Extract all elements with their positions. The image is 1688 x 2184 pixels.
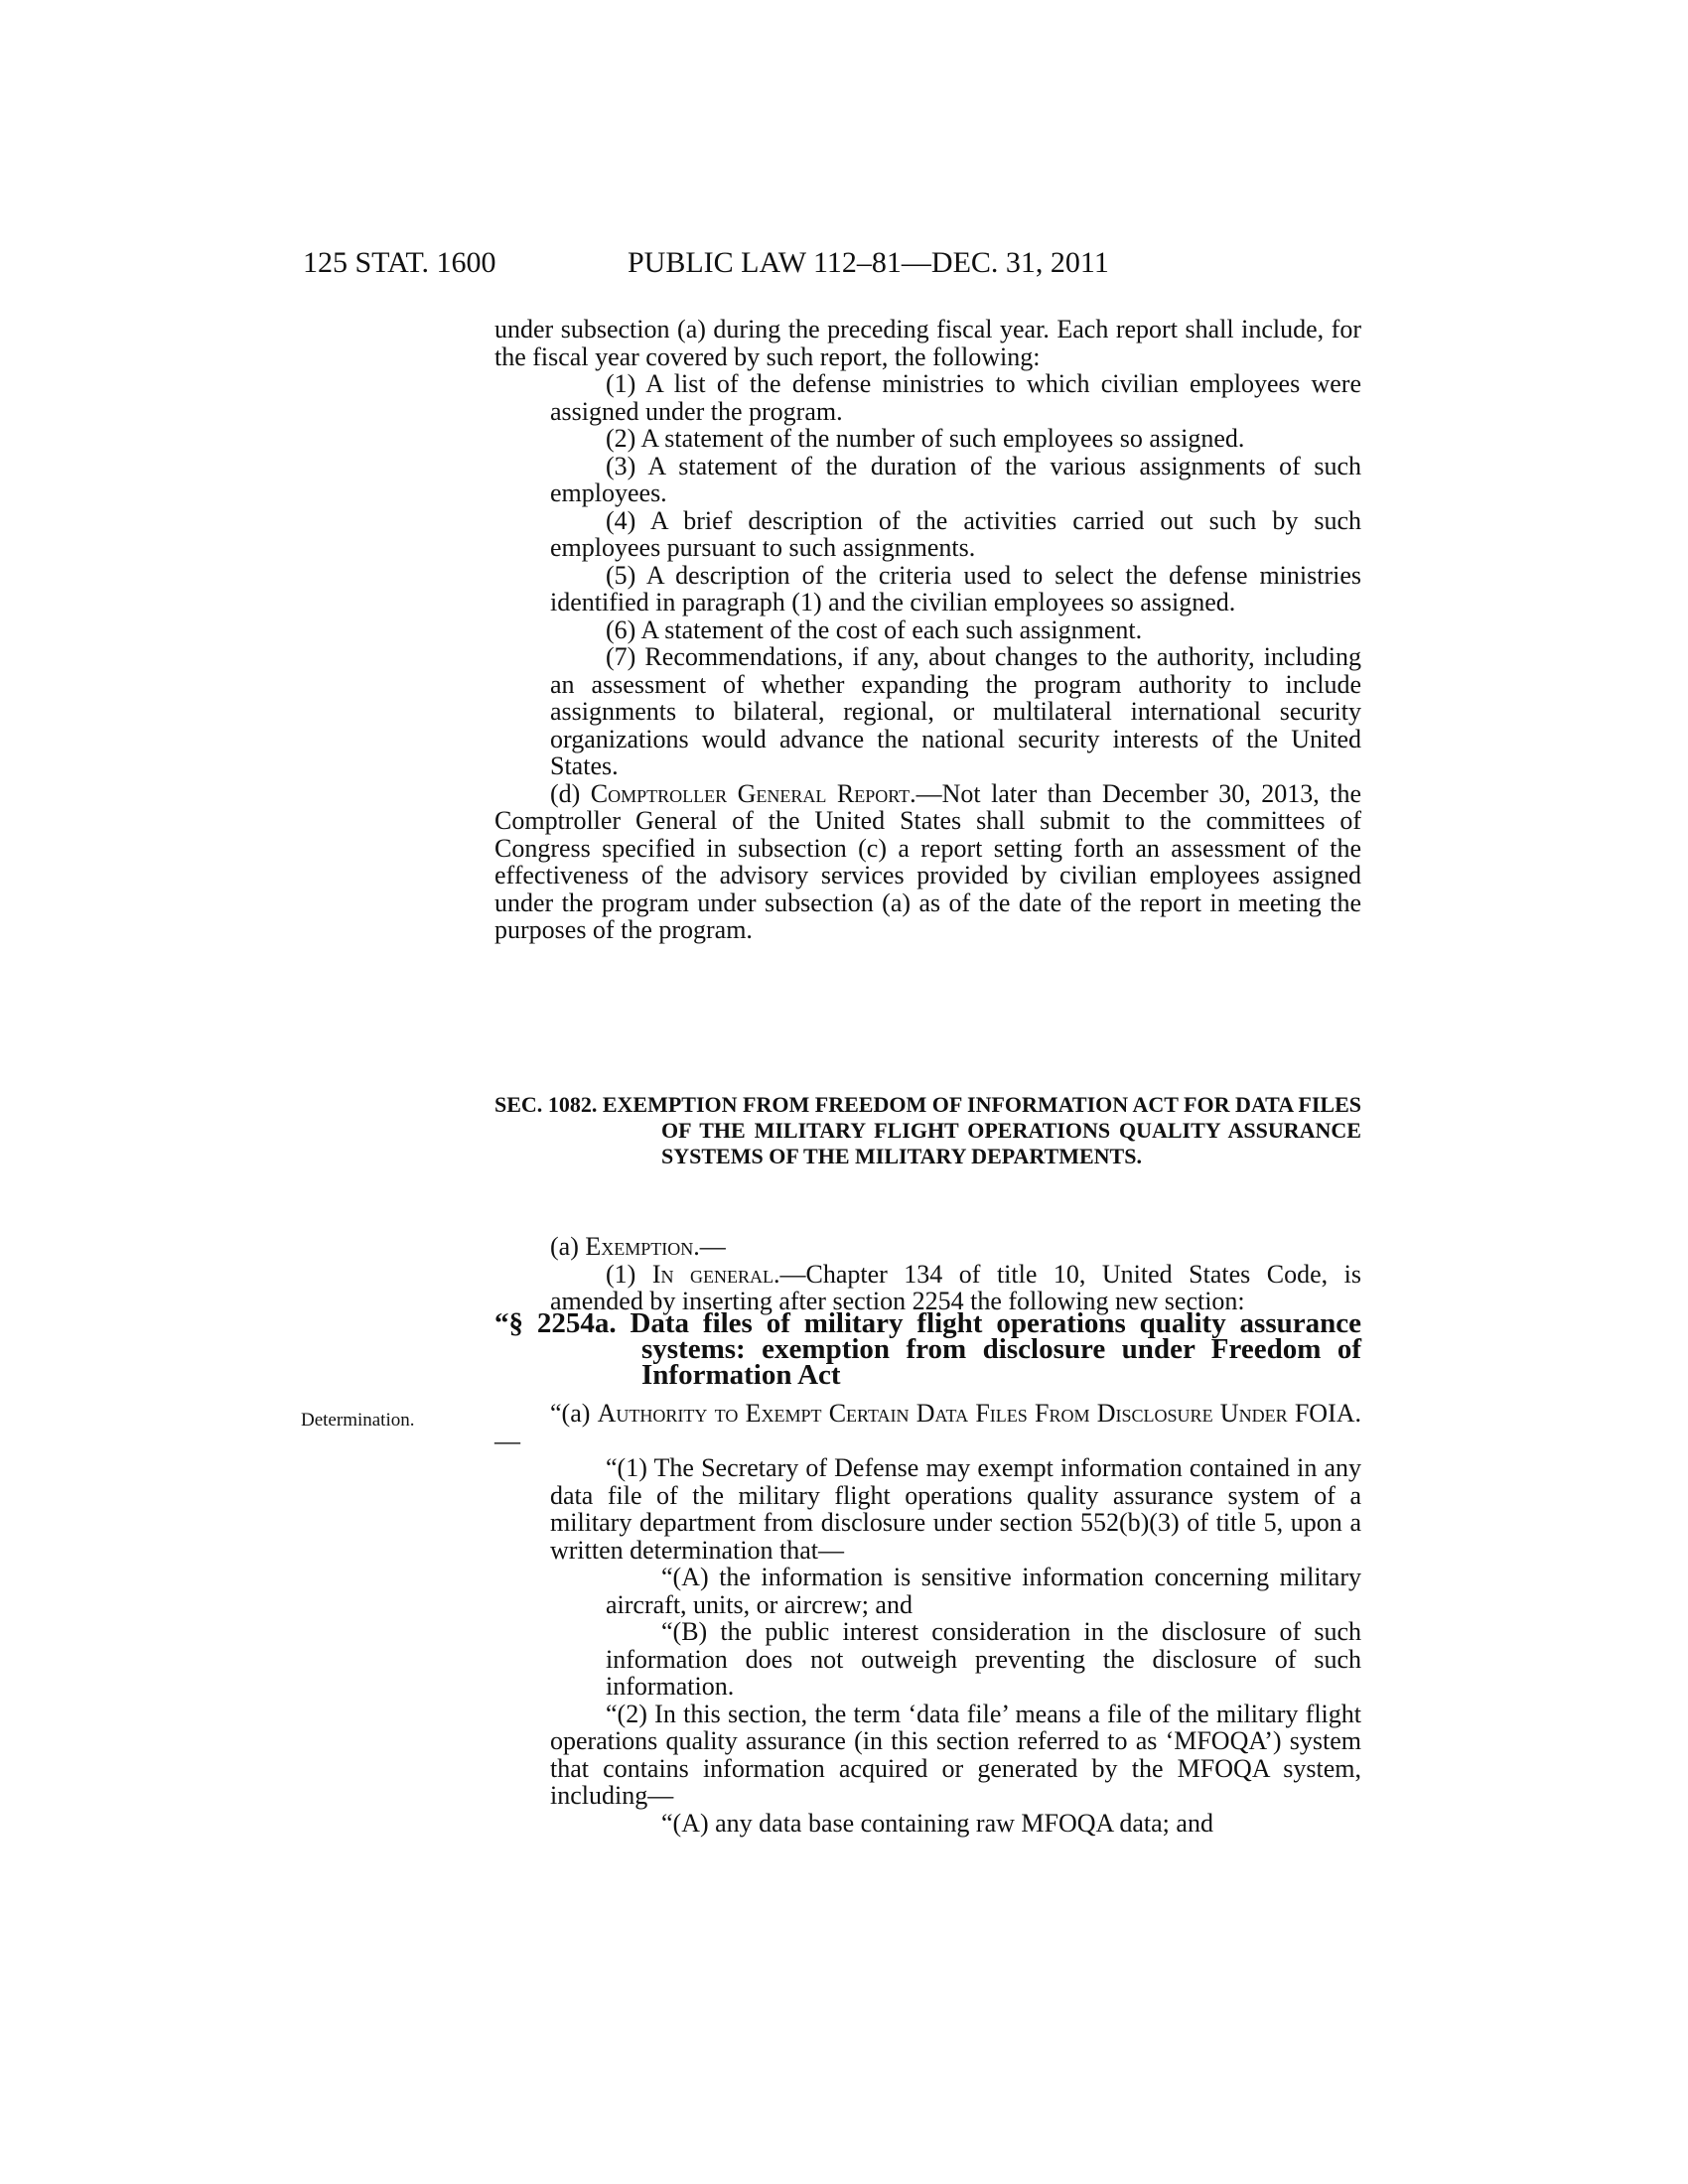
part1-block [494,316,1361,944]
subsection-a-label: (a) [550,1232,586,1261]
subsection-a-dash: — [699,1232,726,1261]
authority-paragraph-1: “(1) The Secretary of Defense may exempt information contained in any data file of the military flight operations quality assurance system of a military department from disclosure under section 552(b)(3) of title 5, upon a written determination that— [550,1453,1361,1565]
subsection-d-heading: Comptroller General Report. [590,778,916,808]
report-item-6: (6) A statement of the cost of each such assignment. [606,614,1143,644]
report-item-4: (4) A brief description of the activities carried out such by such employees pursuant to such assignments. [550,505,1361,562]
paragraph-1-label: (1) [606,1259,652,1289]
section-1082-heading: SEC. 1082. EXEMPTION FROM FREEDOM OF INFORMATION ACT FOR DATA FILES OF THE MILITARY FLIGHT OPERATIONS QUALITY ASSURANCE SYSTEMS OF THE MILITARY DEPARTMENTS. [494,1092,1361,1168]
definition-subparagraph-a: “(A) any data base containing raw MFOQA data; and [661,1808,1213,1838]
report-item-1: (1) A list of the defense ministries to which civilian employees were assigned under the program. [550,369,1361,426]
paragraph-1-heading: In general. [651,1259,780,1289]
authority-subparagraph-a: “(A) the information is sensitive information concerning military aircraft, units, or aircrew; and [606,1563,1361,1619]
authority-dash: — [494,1426,520,1455]
subsection-d-label: (d) [550,778,591,808]
report-intro: under subsection (a) during the preceding fiscal year. Each report shall include, for the fiscal year covered by such report, the following: [494,315,1361,371]
authority-label: “(a) [550,1399,598,1428]
report-item-3: (3) A statement of the duration of the various assignments of such employees. [550,451,1361,507]
authority-subsection [494,1400,1361,1454]
part2-block [494,1233,1361,1315]
section-2254a-heading: “§ 2254a. Data files of military flight operations quality assurance systems: exemption from disclosure under Freedom of Information Act [494,1307,1361,1391]
part3-block [494,1400,1361,1837]
subsection-a-heading: Exemption. [585,1232,700,1261]
report-item-5: (5) A description of the criteria used to select the defense ministries identified in paragraph (1) and the civilian employees so assigned. [550,560,1361,616]
subsection-a-exemption [494,1233,1361,1261]
authority-subparagraph-b: “(B) the public interest consideration in the disclosure of such information does not outweigh preventing the disclosure of such information. [606,1617,1361,1701]
subsection-d-text: —Not later than December 30, 2013, the Comptroller General of the United States shall submit to the committees of Congress specified in subsection (c) a report setting forth an assessment of the effectiveness of the advisory services provided by civilian employees assigned under the program under subsection (a) as of the date of the report in meeting the purposes of the program. [494,778,1361,944]
report-item-2: (2) A statement of the number of such employees so assigned. [606,424,1245,453]
authority-paragraph-2: “(2) In this section, the term ‘data file’ means a file of the military flight operations quality assurance (in this section referred to as ‘MFOQA’) system that contains information acquired or generated by the MFOQA system, including— [550,1699,1361,1810]
margin-note: Determination. [301,1410,415,1431]
subsection-d [494,780,1361,944]
authority-heading: Authority to Exempt Certain Data Files From Disclosure Under FOIA. [597,1399,1362,1428]
statute-page-number: 125 STAT. 1600 [303,246,496,279]
report-item-7: (7) Recommendations, if any, about changes to the authority, including an assessment of whether expanding the program authority to include assignments to bilateral, regional, or multilateral international security organizations would advance the national security interests of the United States. [550,642,1361,780]
running-header: PUBLIC LAW 112–81—DEC. 31, 2011 [628,246,1109,279]
paragraph-1-text: —Chapter 134 of title 10, United States Code, is amended by inserting after section 2254 the following new section: [550,1259,1361,1315]
